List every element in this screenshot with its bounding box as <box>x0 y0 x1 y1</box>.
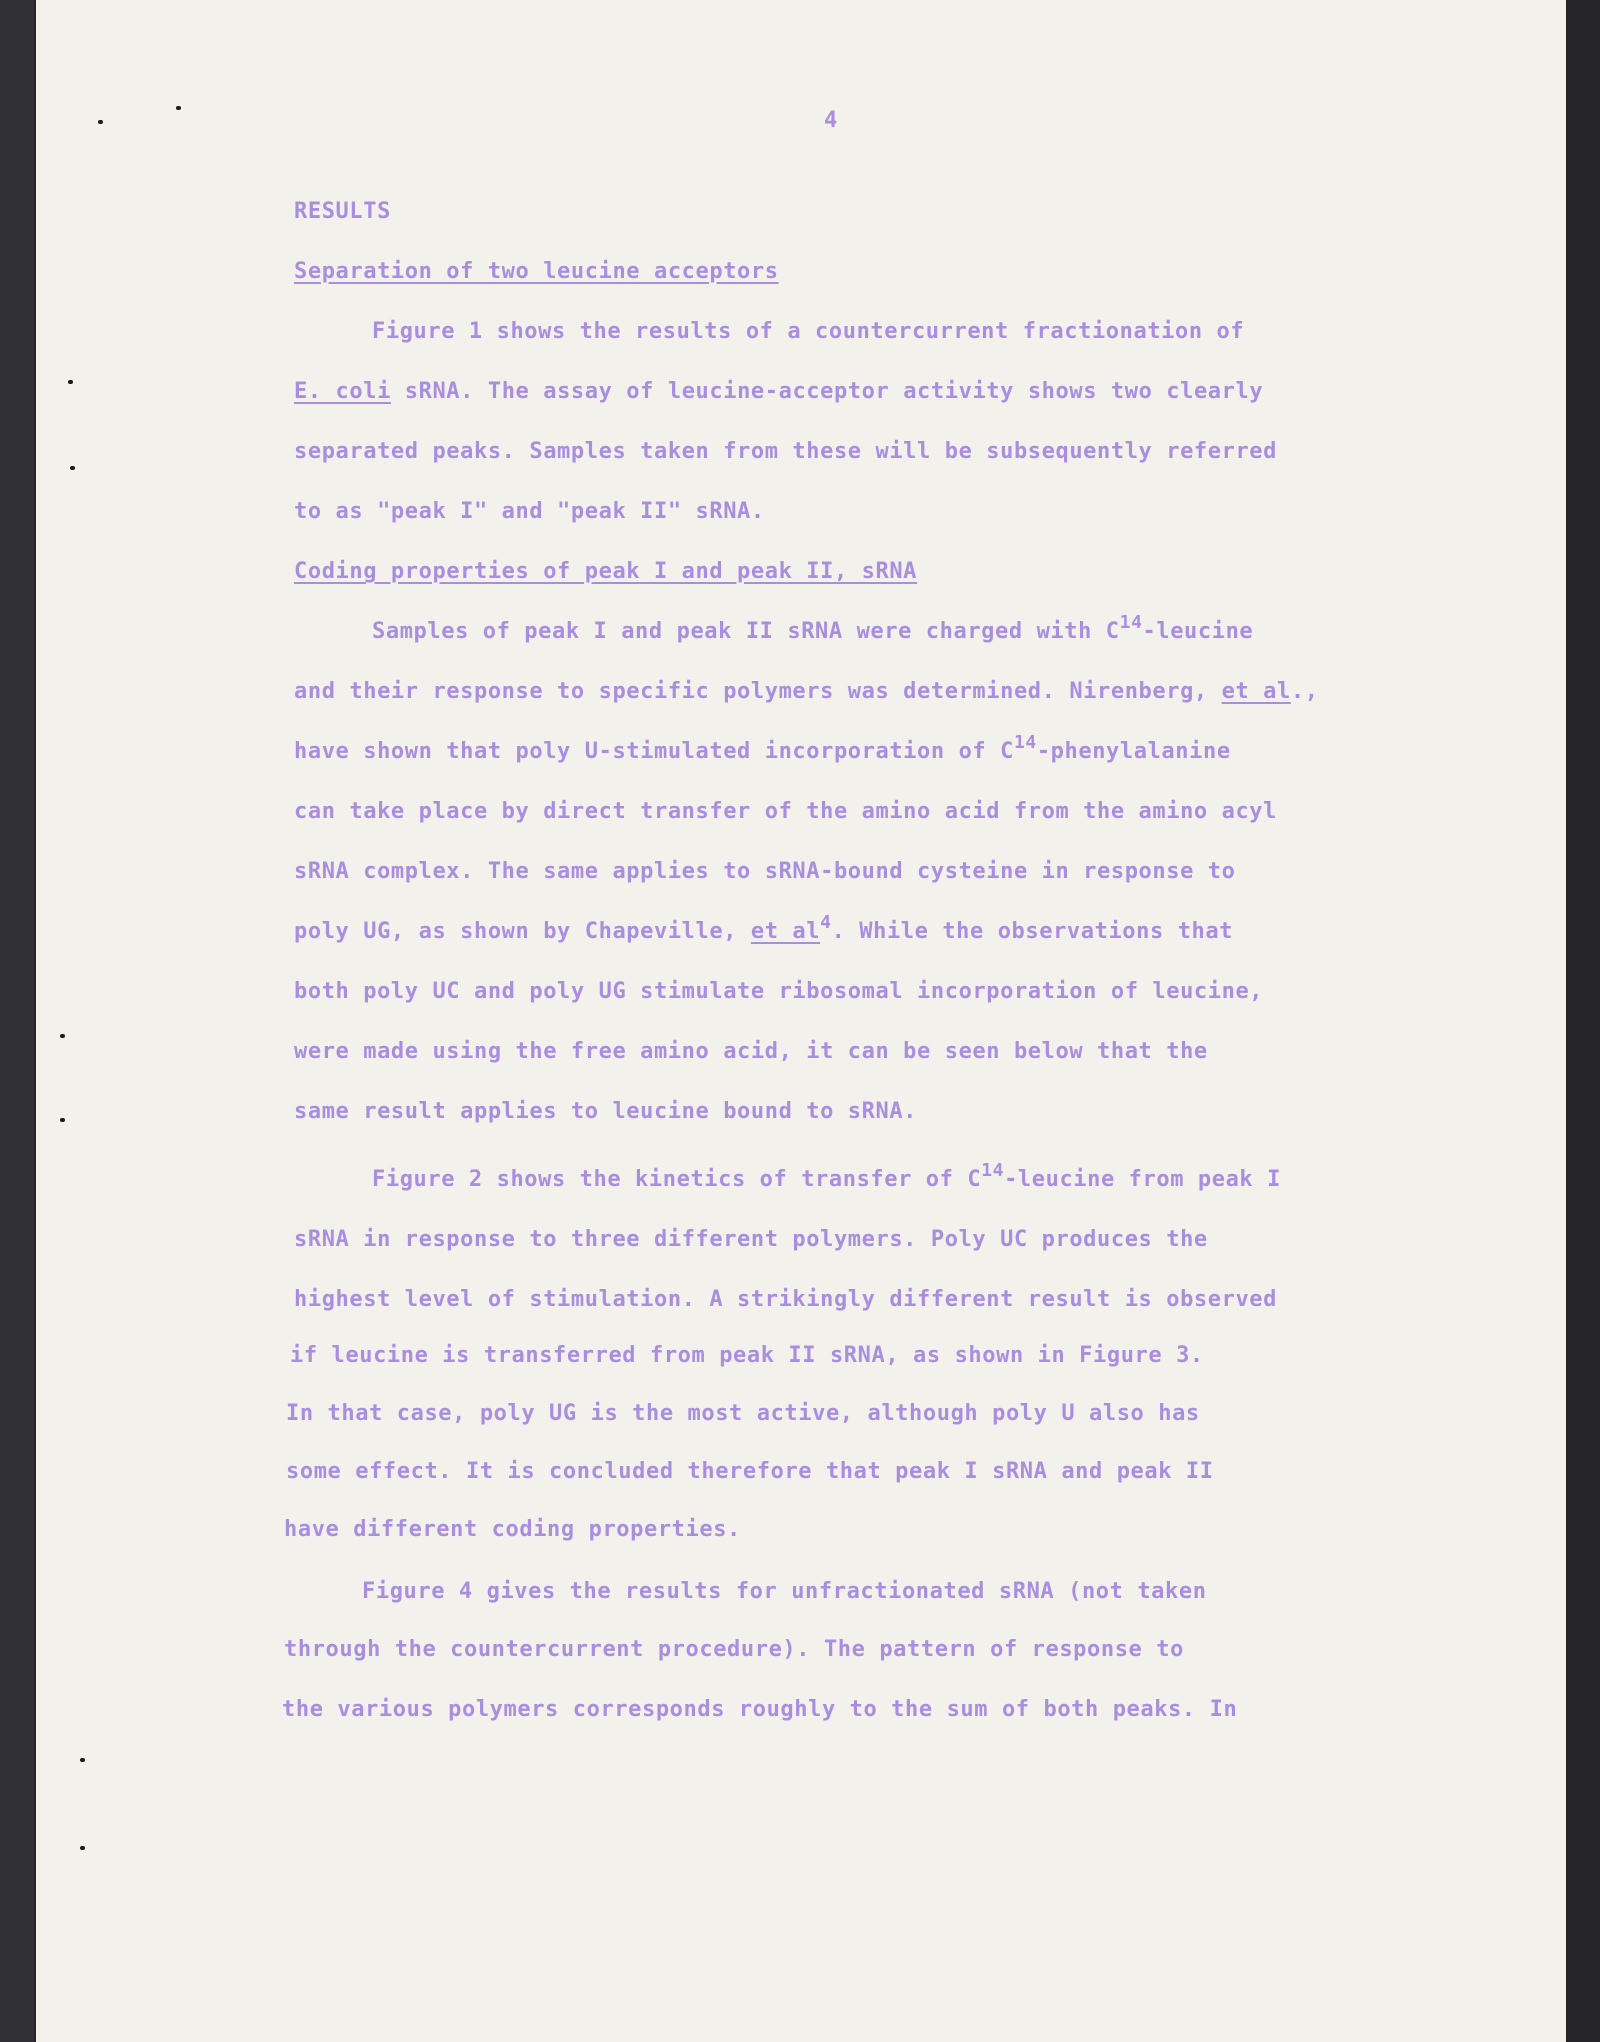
text-line: to as "peak I" and "peak II" sRNA. <box>294 499 765 524</box>
results-heading: RESULTS <box>294 199 391 224</box>
superscript-14: 14 <box>1119 612 1143 633</box>
text-fragment: Samples of peak I and peak II sRNA were charged with C <box>372 619 1120 644</box>
superscript-14: 14 <box>981 1160 1005 1181</box>
text-line <box>294 378 1263 406</box>
margin-mark <box>98 120 103 124</box>
text-fragment: -leucine from peak I <box>1004 1167 1281 1192</box>
text-fragment: poly UG, as shown by Chapeville, <box>294 919 751 944</box>
superscript-4: 4 <box>820 912 832 933</box>
text-fragment: The assay of leucine-acceptor activity shows two clearly <box>487 379 1264 404</box>
text-fragment: . While the observations that <box>831 919 1234 944</box>
organism-suffix: sRNA. <box>390 379 474 404</box>
text-fragment: ., <box>1290 679 1319 704</box>
section-title-coding: Coding properties of peak I and peak II, sRNA <box>294 559 918 584</box>
page-number: 4 <box>824 108 838 133</box>
text-line: can take place by direct transfer of the amino acid from the amino acyl <box>294 799 1278 824</box>
text-line: sRNA complex. The same applies to sRNA-bound cysteine in response to <box>294 859 1236 884</box>
text-line: were made using the free amino acid, it can be seen below that the <box>294 1039 1208 1064</box>
text-line: the various polymers corresponds roughly to the sum of both peaks. In <box>282 1697 1238 1722</box>
superscript-14: 14 <box>1013 732 1037 753</box>
margin-mark <box>70 466 75 470</box>
text-line <box>294 678 1319 706</box>
typed-page <box>36 0 1566 2042</box>
text-line <box>372 612 1254 647</box>
text-line: have different coding properties. <box>284 1517 741 1542</box>
text-line: same result applies to leucine bound to sRNA. <box>294 1099 918 1124</box>
page-edge-shadow <box>0 0 34 2042</box>
organism-name: E. coli <box>294 379 391 404</box>
section-title-separation: Separation of two leucine acceptors <box>294 259 779 284</box>
text-line: sRNA in response to three different polymers. Poly UC produces the <box>294 1227 1208 1252</box>
text-fragment: Figure 2 shows the kinetics of transfer of C <box>372 1167 982 1192</box>
text-line: highest level of stimulation. A strikingly different result is observed <box>294 1287 1278 1312</box>
margin-mark <box>80 1758 85 1762</box>
margin-mark <box>176 106 181 110</box>
text-fragment: -leucine <box>1142 619 1254 644</box>
text-line: both poly UC and poly UG stimulate ribosomal incorporation of leucine, <box>294 979 1264 1004</box>
text-fragment: have shown that poly U-stimulated incorporation of C <box>294 739 1014 764</box>
et-al-underlined: et al <box>750 919 821 944</box>
text-line: In that case, poly UG is the most active, although poly U also has <box>286 1401 1200 1426</box>
text-line: if leucine is transferred from peak II sRNA, as shown in Figure 3. <box>290 1343 1204 1368</box>
text-line <box>372 1160 1281 1195</box>
text-line <box>294 912 1234 947</box>
text-fragment: -phenylalanine <box>1036 739 1231 764</box>
text-line: through the countercurrent procedure). The pattern of response to <box>284 1637 1184 1662</box>
margin-mark <box>80 1846 85 1850</box>
text-line: separated peaks. Samples taken from these will be subsequently referred <box>294 439 1278 464</box>
text-fragment: and their response to specific polymers was determined. Nirenberg, <box>294 679 1222 704</box>
text-line: Figure 1 shows the results of a countercurrent fractionation of <box>372 319 1245 344</box>
et-al-underlined: et al <box>1221 679 1291 704</box>
margin-mark <box>68 380 73 384</box>
margin-mark <box>60 1034 65 1038</box>
text-line: Figure 4 gives the results for unfractionated sRNA (not taken <box>362 1579 1207 1604</box>
text-line: some effect. It is concluded therefore that peak I sRNA and peak II <box>286 1459 1214 1484</box>
margin-mark <box>60 1118 65 1122</box>
text-line <box>294 732 1231 767</box>
